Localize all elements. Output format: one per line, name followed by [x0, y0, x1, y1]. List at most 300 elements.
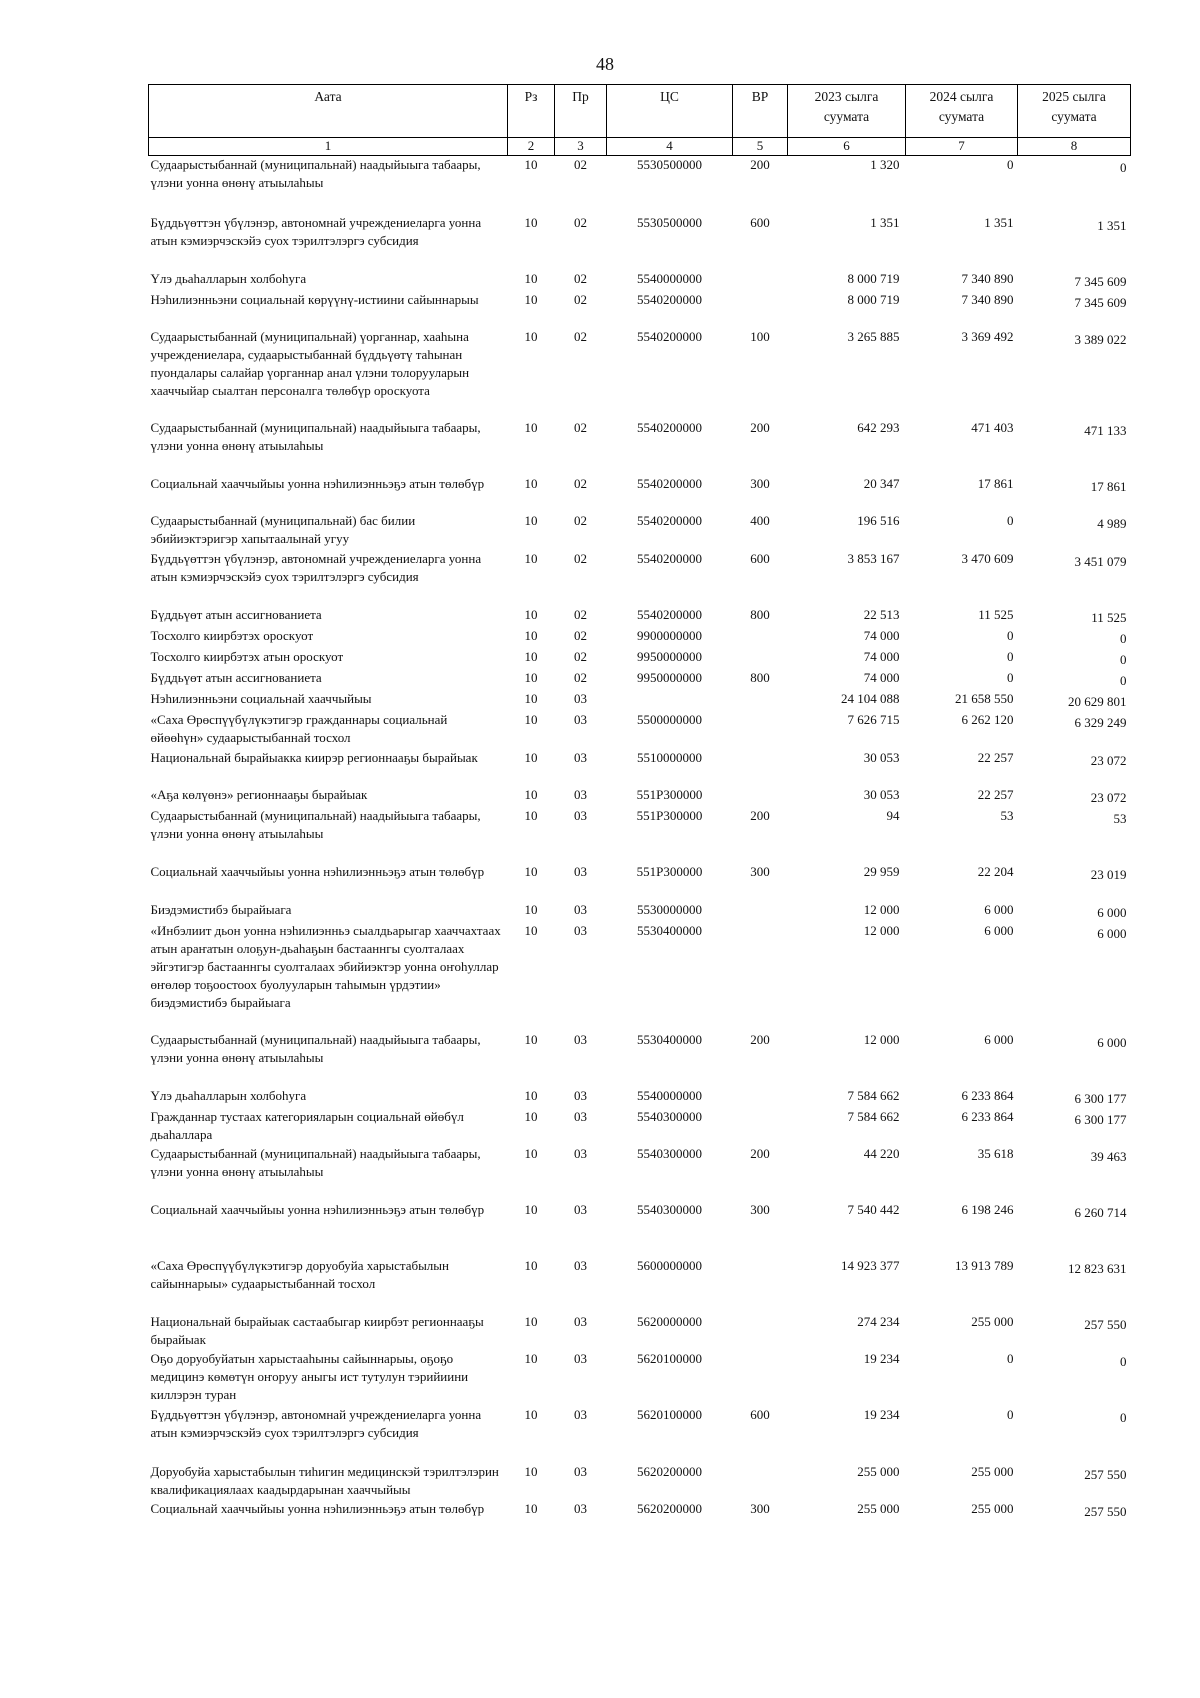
cell-cs: 5530000000: [637, 901, 702, 917]
header-cs: ЦС: [607, 85, 733, 138]
cell-value: 6 000: [1097, 904, 1127, 920]
cell-vr: 600: [750, 550, 770, 566]
cell-name: Судаарыстыбаннай (муниципальнай) наадыйыыга табаары, үлэни уонна өнөнү атыылаһыы: [150, 1031, 481, 1065]
cell-value: 20 629 801: [1068, 693, 1127, 709]
cell-y2024: 53: [1000, 807, 1014, 823]
cell-name: Судаарыстыбаннай (муниципальнай) наадыйыыга табаары, үлэни уонна өнөнү атыылаһыы: [150, 807, 481, 841]
cell-pr: 03: [574, 1031, 587, 1047]
cell-rz: 10: [524, 648, 538, 664]
cell-vr: [733, 901, 788, 922]
cell-pr: 03: [574, 1257, 587, 1273]
cell-vr: [733, 1350, 788, 1406]
table-row: [149, 156, 1131, 214]
cell-pr: 03: [574, 1463, 587, 1479]
table-row: [149, 807, 1131, 863]
cell-y2024: 0: [1007, 669, 1014, 685]
cell-name: Доруобуйа харыстабылын тиһигин медицинскэй тэрилтэлэрин квалификациялаах каадырдарынан хааччыйыы: [150, 1463, 499, 1497]
cell-rz: 10: [524, 1108, 538, 1124]
table-row: [149, 328, 1131, 419]
column-number: 2: [508, 138, 555, 156]
cell-y2025: [1018, 1108, 1131, 1145]
cell-name: Бүддьүөт атын ассигнованиета: [150, 669, 322, 685]
table-row: [149, 1031, 1131, 1087]
table-row: [149, 1406, 1131, 1463]
cell-value: 6 329 249: [1074, 714, 1127, 730]
table-row: [149, 1145, 1131, 1201]
table-row: [149, 1500, 1131, 1521]
cell-value: 0: [1120, 1409, 1127, 1425]
cell-rz: 10: [524, 512, 538, 528]
cell-name: Оҕо доруобуйатын харыстааһыны сайыннарыы, оҕоҕо медицинэ көмөтүн оҥоруу аныгы ист тутулун тэрийиини киллэрэн туран: [150, 1350, 469, 1402]
cell-y2023: 1 320: [870, 157, 900, 172]
cell-y2023: 12 000: [863, 1031, 900, 1047]
cell-y2025: [1018, 1313, 1131, 1350]
header-row: [149, 85, 1131, 138]
cell-value: 23 072: [1090, 752, 1127, 768]
cell-y2023: 255 000: [857, 1500, 900, 1516]
cell-y2025: [1018, 1031, 1131, 1087]
cell-y2024: 22 257: [977, 749, 1014, 765]
cell-value: 12 823 631: [1068, 1260, 1127, 1276]
cell-pr: 03: [574, 1087, 587, 1103]
cell-value: 6 260 714: [1074, 1204, 1127, 1220]
table-row: [149, 550, 1131, 606]
table-row: [149, 648, 1131, 669]
column-number: 1: [149, 138, 508, 156]
cell-y2024: 0: [1007, 627, 1014, 643]
cell-rz: 10: [524, 606, 538, 622]
cell-name: Социальнай хааччыйыы уонна нэһилиэнньэҕэ атын төлөбүр: [150, 1201, 485, 1217]
cell-cs: 9950000000: [637, 669, 702, 685]
cell-pr: 02: [574, 157, 587, 172]
cell-y2024: 6 233 864: [961, 1108, 1014, 1124]
cell-value: 7 345 609: [1074, 294, 1127, 310]
cell-vr: [733, 270, 788, 291]
column-number: 4: [607, 138, 733, 156]
cell-name: Социальнай хааччыйыы уонна нэһилиэнньэҕэ атын төлөбүр: [150, 475, 485, 491]
cell-value: 0: [1120, 160, 1127, 175]
cell-y2024: 255 000: [971, 1313, 1014, 1329]
cell-name: Социальнай хааччыйыы уонна нэһилиэнньэҕэ атын төлөбүр: [150, 1500, 485, 1516]
cell-cs: 5620100000: [637, 1350, 702, 1366]
cell-cs: 5540300000: [637, 1201, 702, 1217]
cell-y2024: 22 257: [977, 786, 1014, 802]
cell-rz: 10: [524, 1201, 538, 1217]
cell-y2025: [1018, 606, 1131, 627]
cell-y2023: 24 104 088: [841, 690, 900, 706]
cell-name: Үлэ дьаһалларын холбоһуга: [150, 1087, 307, 1103]
cell-y2023: 22 513: [863, 606, 900, 622]
cell-y2023: 274 234: [857, 1313, 900, 1329]
cell-y2024: 6 233 864: [961, 1087, 1014, 1103]
table-row: [149, 786, 1131, 807]
table-row: [149, 711, 1131, 749]
table-row: [149, 669, 1131, 690]
table-row: [149, 1257, 1131, 1313]
cell-y2023: 12 000: [863, 922, 900, 938]
cell-y2025: [1018, 627, 1131, 648]
cell-value: 23 019: [1090, 866, 1127, 882]
cell-pr: 02: [574, 550, 587, 566]
table-row: [149, 863, 1131, 901]
cell-y2023: 8 000 719: [847, 291, 900, 307]
cell-y2023: 12 000: [863, 901, 900, 917]
header-name: Аата: [149, 85, 508, 138]
header-vr: ВР: [733, 85, 788, 138]
cell-name: Гражданнар тустаах категорияларын социальнай өйөбүл дьаһаллара: [150, 1108, 464, 1142]
cell-rz: 10: [524, 786, 538, 802]
table-row: [149, 1463, 1131, 1500]
cell-value: 53: [1113, 810, 1127, 826]
table-row: [149, 1350, 1131, 1406]
cell-value: 0: [1120, 1353, 1127, 1369]
cell-y2024: 255 000: [971, 1463, 1014, 1479]
cell-y2024: 6 000: [984, 1031, 1014, 1047]
cell-value: 39 463: [1090, 1148, 1127, 1164]
cell-cs: 5540200000: [637, 475, 702, 491]
cell-cs: 5620000000: [637, 1313, 702, 1329]
cell-cs: 5620200000: [637, 1500, 702, 1516]
cell-vr: 300: [750, 475, 770, 491]
cell-value: 3 389 022: [1074, 331, 1127, 347]
cell-y2024: 6 000: [984, 922, 1014, 938]
cell-value: 6 300 177: [1074, 1090, 1127, 1106]
cell-rz: 10: [524, 627, 538, 643]
cell-rz: 10: [524, 1145, 538, 1161]
cell-y2024: 7 340 890: [961, 291, 1014, 307]
cell-value: 3 451 079: [1074, 553, 1127, 569]
cell-y2024: 0: [1007, 1406, 1014, 1422]
cell-pr: 03: [574, 1406, 587, 1422]
cell-y2025: [1018, 156, 1131, 214]
cell-y2024: 0: [1007, 1350, 1014, 1366]
cell-y2023: 7 540 442: [847, 1201, 900, 1217]
cell-y2025: [1018, 1350, 1131, 1406]
cell-pr: 02: [574, 291, 587, 307]
cell-vr: 400: [750, 512, 770, 528]
cell-value: 257 550: [1084, 1466, 1127, 1482]
cell-vr: [733, 711, 788, 749]
cell-name: Нэһилиэнньэни социальнай хааччыйыы: [150, 690, 372, 706]
cell-name: Судаарыстыбаннай (муниципальнай) бас билии эбийиэктэригэр хапытаалынай угуу: [150, 512, 416, 546]
cell-pr: 02: [574, 606, 587, 622]
cell-vr: [733, 922, 788, 1031]
cell-y2025: [1018, 901, 1131, 922]
cell-value: 1 351: [1097, 217, 1127, 233]
cell-y2024: 22 204: [977, 863, 1014, 879]
cell-rz: 10: [524, 1406, 538, 1422]
cell-cs: 551Р300000: [636, 786, 703, 802]
cell-rz: 10: [524, 1087, 538, 1103]
cell-y2023: 74 000: [863, 627, 900, 643]
cell-value: 4 989: [1097, 515, 1127, 531]
header-pr: Пр: [555, 85, 607, 138]
table-row: [149, 690, 1131, 711]
cell-cs: 551Р300000: [636, 863, 703, 879]
cell-cs: 5540300000: [637, 1145, 702, 1161]
cell-pr: 03: [574, 1108, 587, 1124]
cell-y2023: 7 584 662: [847, 1087, 900, 1103]
cell-pr: 02: [574, 328, 587, 344]
cell-y2023: 30 053: [863, 749, 900, 765]
cell-y2025: [1018, 475, 1131, 512]
cell-y2025: [1018, 214, 1131, 270]
cell-y2024: 13 913 789: [955, 1257, 1014, 1273]
column-number-row: [149, 138, 1131, 156]
cell-y2023: 255 000: [857, 1463, 900, 1479]
cell-cs: 9900000000: [637, 627, 702, 643]
cell-rz: 10: [524, 669, 538, 685]
cell-vr: 800: [750, 606, 770, 622]
cell-vr: 200: [750, 419, 770, 435]
cell-y2025: [1018, 749, 1131, 786]
cell-y2024: 0: [1007, 648, 1014, 664]
cell-name: Национальнай бырайыак састаабыгар киирбэт регионнааҕы бырайыак: [150, 1313, 484, 1347]
cell-cs: [607, 690, 733, 711]
cell-y2023: 94: [886, 807, 900, 823]
cell-cs: 5530500000: [637, 157, 702, 172]
table-row: [149, 1087, 1131, 1108]
cell-name: «Аҕа көлүөнэ» регионнааҕы бырайыак: [150, 786, 368, 802]
cell-y2024: 255 000: [971, 1500, 1014, 1516]
cell-name: Социальнай хааччыйыы уонна нэһилиэнньэҕэ атын төлөбүр: [150, 863, 485, 879]
cell-value: 7 345 609: [1074, 273, 1127, 289]
cell-name: Бүддьүөттэн үбүлэнэр, автономнай учреждениеларга уонна атын кэмиэрчэскэйэ суох тэрилтэлэргэ субсидия: [150, 550, 482, 584]
cell-rz: 10: [524, 922, 538, 938]
cell-y2023: 3 265 885: [847, 328, 900, 344]
cell-y2025: [1018, 863, 1131, 901]
cell-y2025: [1018, 550, 1131, 606]
table-row: [149, 214, 1131, 270]
cell-pr: 03: [574, 1201, 587, 1217]
cell-y2023: 14 923 377: [841, 1257, 900, 1273]
cell-rz: 10: [524, 901, 538, 917]
cell-name: Тосхолго киирбэтэх атын ороскуот: [150, 648, 344, 664]
cell-rz: 10: [524, 475, 538, 491]
cell-y2025: [1018, 669, 1131, 690]
table-row: [149, 749, 1131, 786]
cell-rz: 10: [524, 214, 538, 230]
cell-vr: [733, 690, 788, 711]
cell-y2023: 19 234: [863, 1406, 900, 1422]
cell-rz: 10: [524, 1313, 538, 1329]
cell-y2023: 1 351: [870, 214, 900, 230]
cell-name: Национальнай бырайыакка киирэр регионнааҕы бырайыак: [150, 749, 478, 765]
cell-y2023: 7 626 715: [847, 711, 900, 727]
cell-pr: 03: [574, 1500, 587, 1516]
cell-cs: 5530500000: [637, 214, 702, 230]
cell-cs: 5540200000: [637, 328, 702, 344]
table-row: [149, 1201, 1131, 1257]
table-row: [149, 1108, 1131, 1145]
cell-rz: 10: [524, 1500, 538, 1516]
cell-name: Үлэ дьаһалларын холбоһуга: [150, 270, 307, 286]
cell-vr: 200: [750, 157, 770, 172]
cell-name: «Саха Өрөспүүбүлүкэтигэр гражданнары социальнай өйөөһүн» судаарыстыбаннай тосхол: [150, 711, 448, 745]
cell-y2024: 6 262 120: [961, 711, 1014, 727]
cell-y2024: 17 861: [977, 475, 1014, 491]
cell-vr: [733, 291, 788, 328]
cell-y2025: [1018, 1406, 1131, 1463]
cell-y2025: [1018, 1463, 1131, 1500]
cell-y2023: 74 000: [863, 648, 900, 664]
cell-name: Судаарыстыбаннай (муниципальнай) наадыйыыга табаары, үлэни уонна өнөнү атыылаһыы: [150, 1145, 481, 1179]
cell-vr: [733, 786, 788, 807]
column-number: 7: [906, 138, 1018, 156]
cell-pr: 03: [574, 786, 587, 802]
cell-rz: 10: [524, 690, 538, 706]
cell-y2024: 3 369 492: [961, 328, 1014, 344]
cell-vr: 300: [750, 1500, 770, 1516]
cell-name: Бүддьүөттэн үбүлэнэр, автономнай учреждениеларга уонна атын кэмиэрчэскэйэ суох тэрилтэлэргэ субсидия: [150, 214, 482, 248]
cell-name: Тосхолго киирбэтэх ороскуот: [150, 627, 314, 643]
cell-name: Бүддьүөт атын ассигнованиета: [150, 606, 322, 622]
cell-pr: 03: [574, 1313, 587, 1329]
cell-y2024: 1 351: [984, 214, 1014, 230]
cell-y2024: 11 525: [978, 606, 1014, 622]
cell-cs: 5540200000: [637, 512, 702, 528]
cell-value: 6 300 177: [1074, 1111, 1127, 1127]
cell-cs: 5530400000: [637, 922, 702, 938]
table-row: [149, 606, 1131, 627]
column-number: 8: [1018, 138, 1131, 156]
cell-pr: 03: [574, 749, 587, 765]
cell-pr: 02: [574, 270, 587, 286]
header-rz: Рз: [508, 85, 555, 138]
cell-name: «Саха Өрөспүүбүлүкэтигэр доруобуйа харыстабылын сайыннарыы» судаарыстыбаннай тосхол: [150, 1257, 449, 1291]
cell-y2024: 0: [1007, 157, 1014, 172]
header-y2024: 2024 сылга суумата: [906, 85, 1018, 138]
cell-value: 11 525: [1091, 609, 1127, 625]
cell-vr: [733, 627, 788, 648]
cell-name: «Инбэлиит дьон уонна нэһилиэнньэ сыалдьарыгар хааччахтаах атын араҥатын олоҕун-дьаһаҕын бастааннгы суолталаах эйгэтигэр бастааннгы суолталаах эбийиэктэр уонна оҥоһуллар өҥөлөр тоҕоостоох буолууларын таһымын үрдэтии» биэдэмистибэ бырайыага: [150, 922, 501, 1010]
header-y2023: 2023 сылга суумата: [788, 85, 906, 138]
cell-y2025: [1018, 1087, 1131, 1108]
table-row: [149, 922, 1131, 1031]
cell-rz: 10: [524, 291, 538, 307]
table-row: [149, 419, 1131, 475]
cell-pr: 03: [574, 690, 587, 706]
cell-y2025: [1018, 1257, 1131, 1313]
cell-pr: 02: [574, 627, 587, 643]
cell-cs: 9950000000: [637, 648, 702, 664]
cell-rz: 10: [524, 270, 538, 286]
cell-rz: 10: [524, 1463, 538, 1479]
cell-vr: [733, 1257, 788, 1313]
cell-pr: 03: [574, 1350, 587, 1366]
cell-cs: 5540300000: [637, 1108, 702, 1124]
cell-y2023: 30 053: [863, 786, 900, 802]
cell-vr: 600: [750, 214, 770, 230]
cell-y2025: [1018, 648, 1131, 669]
cell-vr: 300: [750, 1201, 770, 1217]
cell-y2025: [1018, 328, 1131, 419]
cell-rz: 10: [524, 749, 538, 765]
cell-y2024: 3 470 609: [961, 550, 1014, 566]
cell-cs: 5540200000: [637, 419, 702, 435]
cell-y2023: 29 959: [863, 863, 900, 879]
cell-rz: 10: [524, 1257, 538, 1273]
cell-vr: 300: [750, 863, 770, 879]
cell-y2023: 8 000 719: [847, 270, 900, 286]
cell-value: 17 861: [1090, 478, 1127, 494]
cell-pr: 02: [574, 648, 587, 664]
table-row: [149, 901, 1131, 922]
budget-table: [148, 84, 1131, 1521]
cell-cs: 5540200000: [637, 606, 702, 622]
cell-y2023: 196 516: [857, 512, 900, 528]
cell-rz: 10: [524, 807, 538, 823]
page-number: 48: [596, 54, 614, 74]
cell-pr: 02: [574, 669, 587, 685]
cell-vr: [733, 1313, 788, 1350]
cell-pr: 02: [574, 475, 587, 491]
budget-rows: [149, 156, 1131, 1521]
cell-pr: 03: [574, 1145, 587, 1161]
cell-y2024: 0: [1007, 512, 1014, 528]
cell-pr: 02: [574, 214, 587, 230]
cell-rz: 10: [524, 550, 538, 566]
cell-cs: 5540200000: [637, 291, 702, 307]
cell-y2024: 6 000: [984, 901, 1014, 917]
cell-y2025: [1018, 419, 1131, 475]
cell-y2025: [1018, 786, 1131, 807]
cell-rz: 10: [524, 863, 538, 879]
cell-vr: 200: [750, 1145, 770, 1161]
cell-y2024: 21 658 550: [955, 690, 1014, 706]
cell-value: 257 550: [1084, 1503, 1127, 1519]
cell-y2024: 471 403: [971, 419, 1014, 435]
cell-cs: 5500000000: [637, 711, 702, 727]
cell-vr: 600: [750, 1406, 770, 1422]
cell-cs: 5540200000: [637, 550, 702, 566]
column-number: 6: [788, 138, 906, 156]
cell-vr: [733, 749, 788, 786]
column-number: 3: [555, 138, 607, 156]
cell-value: 257 550: [1084, 1316, 1127, 1332]
cell-value: 0: [1120, 672, 1127, 688]
cell-cs: 5620100000: [637, 1406, 702, 1422]
table-row: [149, 475, 1131, 512]
cell-value: 6 000: [1097, 1034, 1127, 1050]
cell-y2023: 74 000: [863, 669, 900, 685]
column-number: 5: [733, 138, 788, 156]
cell-pr: 02: [574, 512, 587, 528]
cell-rz: 10: [524, 1350, 538, 1366]
cell-name: Бүддьүөттэн үбүлэнэр, автономнай учреждениеларга уонна атын кэмиэрчэскэйэ суох тэрилтэлэргэ субсидия: [150, 1406, 482, 1440]
cell-value: 23 072: [1090, 789, 1127, 805]
cell-cs: 5620200000: [637, 1463, 702, 1479]
cell-rz: 10: [524, 1031, 538, 1047]
cell-value: 471 133: [1084, 422, 1127, 438]
cell-rz: 10: [524, 419, 538, 435]
cell-y2023: 20 347: [863, 475, 900, 491]
table-row: [149, 1313, 1131, 1350]
cell-name: Нэһилиэнньэни социальнай көрүүнү-истиини сайыннарыы: [150, 291, 479, 307]
cell-name: Биэдэмистибэ бырайыага: [150, 901, 292, 917]
cell-y2023: 3 853 167: [847, 550, 900, 566]
table-row: [149, 627, 1131, 648]
cell-vr: 200: [750, 1031, 770, 1047]
cell-y2025: [1018, 1500, 1131, 1521]
cell-pr: 03: [574, 922, 587, 938]
cell-pr: 03: [574, 807, 587, 823]
header-y2025: 2025 сылга суумата: [1018, 85, 1131, 138]
cell-y2025: [1018, 711, 1131, 749]
cell-pr: 03: [574, 863, 587, 879]
cell-y2023: 19 234: [863, 1350, 900, 1366]
cell-pr: 02: [574, 419, 587, 435]
